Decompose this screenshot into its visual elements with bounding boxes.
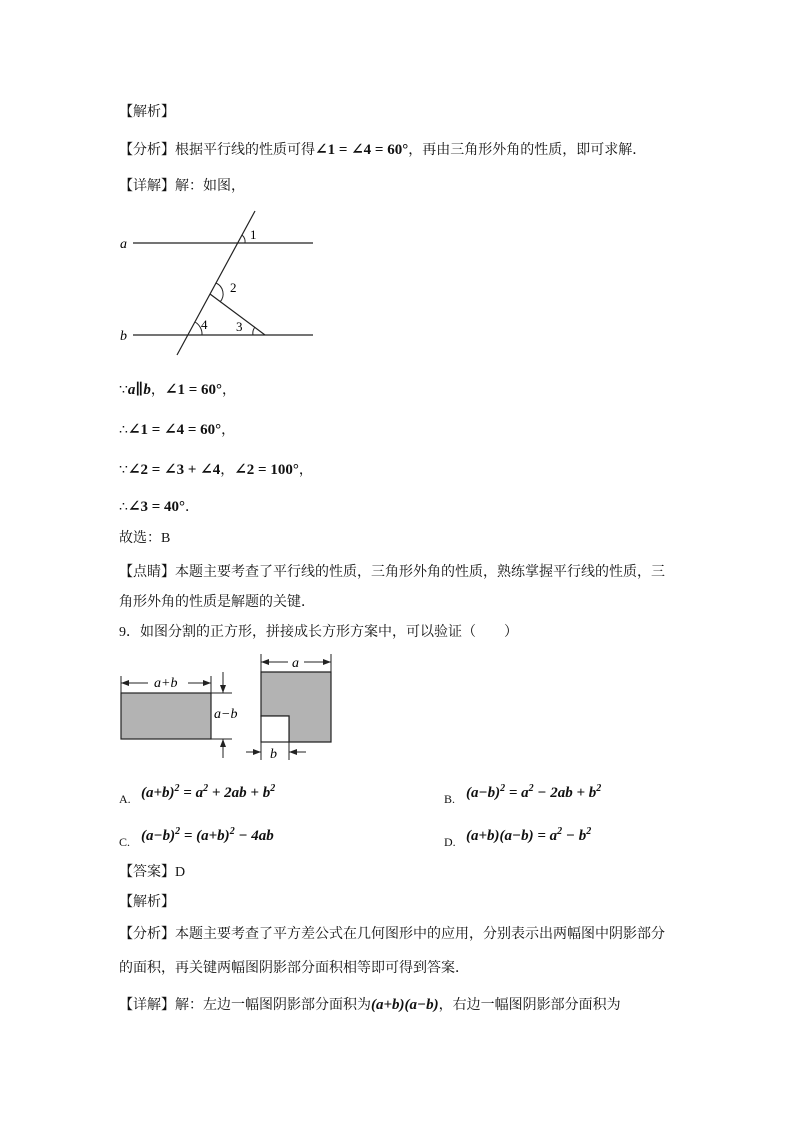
b-arrow-right	[289, 749, 297, 755]
option-b-exp2: 2	[528, 783, 534, 794]
option-a-letter: A.	[119, 792, 131, 806]
step-2-math: ∠1 = ∠4 = 60°	[127, 422, 222, 438]
option-a[interactable]	[119, 783, 275, 809]
arrow-right	[203, 680, 211, 686]
a-arrow-right	[323, 659, 331, 665]
angle-3-arc	[253, 327, 255, 335]
option-a-expr	[141, 785, 275, 801]
option-b-letter: B.	[444, 792, 456, 806]
option-a-base: (a+b)	[141, 785, 175, 801]
analysis-math: ∠1 = ∠4 = 60°	[315, 142, 409, 158]
option-d[interactable]	[444, 826, 591, 852]
because-symbol: ∵	[119, 382, 128, 398]
parallel-lines-figure	[115, 205, 325, 360]
option-b-rest2: − 2ab + b	[533, 785, 597, 801]
step-4-math: ∠3 = 40°	[127, 499, 186, 515]
left-shaded-rectangle	[121, 693, 211, 739]
therefore-symbol: ∴	[119, 499, 128, 515]
option-d-rest2: − b	[562, 828, 587, 844]
option-a-exp3: 2	[270, 783, 276, 794]
option-b[interactable]	[444, 783, 601, 809]
comment-line-2: 角形外角的性质是解题的关键．	[119, 594, 315, 610]
option-d-exp3: 2	[586, 826, 592, 837]
step-1	[119, 380, 236, 400]
option-a-rest: = a	[179, 785, 204, 801]
choice-label: 故选：	[119, 530, 161, 546]
option-a-exp2: 2	[203, 783, 209, 794]
b-arrow-left	[253, 749, 261, 755]
option-b-exp: 2	[500, 783, 506, 794]
label-a-minus-b: a−b	[214, 707, 238, 722]
analysis-line	[119, 140, 646, 160]
down-arrow	[220, 685, 226, 693]
therefore-symbol: ∴	[119, 422, 128, 438]
analysis-prefix: 【分析】根据平行线的性质可得	[119, 142, 315, 158]
step-3-math-a: ∠2 = ∠3 + ∠4	[127, 462, 221, 478]
option-a-rest2: + 2ab + b	[208, 785, 271, 801]
label-angle-4: 4	[201, 317, 208, 332]
step-4	[119, 497, 199, 517]
answer-line	[119, 862, 185, 883]
option-b-base: (a−b)	[466, 785, 501, 801]
label-a-top: a	[292, 656, 299, 671]
option-c-expr	[141, 828, 274, 844]
option-c-base: (a−b)	[141, 828, 176, 844]
a-arrow-left	[261, 659, 269, 665]
label-b-bottom: b	[270, 747, 277, 762]
step-4-end: ．	[185, 499, 200, 515]
because-symbol: ∵	[119, 462, 128, 478]
step-3-sep: ，	[220, 462, 235, 478]
arrow-left	[121, 680, 129, 686]
up-arrow	[220, 739, 226, 747]
choice-value: B	[161, 531, 171, 546]
section-jiexi-heading-2: 【解析】	[119, 894, 175, 910]
step-3-end: ，	[298, 462, 313, 478]
answer-value: D	[175, 865, 186, 880]
step-1-end: ，	[222, 382, 236, 398]
right-cutout-square	[261, 716, 289, 742]
detail-2-math: (a+b)(a−b)	[371, 997, 439, 1013]
option-c[interactable]	[119, 826, 274, 852]
detail-2-suffix: ，右边一幅图阴影部分面积为	[438, 997, 621, 1013]
label-angle-2: 2	[230, 280, 237, 295]
option-c-letter: C.	[119, 835, 131, 849]
analysis-suffix: ，再由三角形外角的性质，即可求解．	[408, 142, 647, 158]
option-c-rest: = (a+b)	[180, 828, 230, 844]
label-angle-3: 3	[236, 319, 243, 334]
analysis-2-line-2: 的面积，再关键两幅图阴影部分面积相等即可得到答案．	[119, 960, 469, 976]
question-9	[119, 622, 518, 643]
section-jiexi-heading: 【解析】	[119, 104, 175, 120]
step-1-sep: ，	[150, 382, 165, 398]
analysis-2-line-1: 【分析】本题主要考查了平方差公式在几何图形中的应用，分别表示出两幅图中阴影部分	[119, 926, 665, 942]
step-2	[119, 420, 235, 440]
angle-1-arc	[242, 235, 245, 243]
detail-2-line	[119, 995, 621, 1015]
detail-heading: 【详解】解：如图，	[119, 178, 245, 194]
option-b-exp3: 2	[596, 783, 602, 794]
label-a: a	[120, 237, 127, 252]
option-d-expr	[466, 828, 591, 844]
option-d-exp2: 2	[557, 826, 563, 837]
question-text: 如图分割的正方形，拼接成长方形方案中，可以验证（ ）	[140, 624, 518, 640]
answer-label: 【答案】	[119, 864, 175, 880]
label-angle-1: 1	[250, 227, 257, 242]
label-b: b	[120, 329, 127, 344]
option-b-expr	[466, 785, 601, 801]
label-a-plus-b: a+b	[154, 676, 178, 691]
option-d-letter: D.	[444, 835, 456, 849]
option-c-exp2: 2	[229, 826, 235, 837]
square-rectangle-figure	[118, 650, 358, 765]
step-1-math-a: a∥b	[127, 382, 151, 398]
step-3	[119, 460, 313, 480]
option-a-exp: 2	[174, 783, 180, 794]
detail-2-prefix: 【详解】解：左边一幅图阴影部分面积为	[119, 997, 371, 1013]
step-2-end: ，	[221, 422, 236, 438]
step-3-math-b: ∠2 = 100°	[234, 462, 299, 478]
comment-line-1: 【点睛】本题主要考查了平行线的性质，三角形外角的性质，熟练掌握平行线的性质，三	[119, 564, 665, 580]
option-c-exp: 2	[175, 826, 181, 837]
option-c-rest2: − 4ab	[234, 828, 274, 844]
option-b-rest: = a	[505, 785, 529, 801]
choice-line	[119, 528, 170, 549]
question-number: 9．	[119, 625, 140, 640]
option-d-main: (a+b)(a−b) = a	[466, 828, 558, 844]
step-1-math-b: ∠1 = 60°	[164, 382, 222, 398]
